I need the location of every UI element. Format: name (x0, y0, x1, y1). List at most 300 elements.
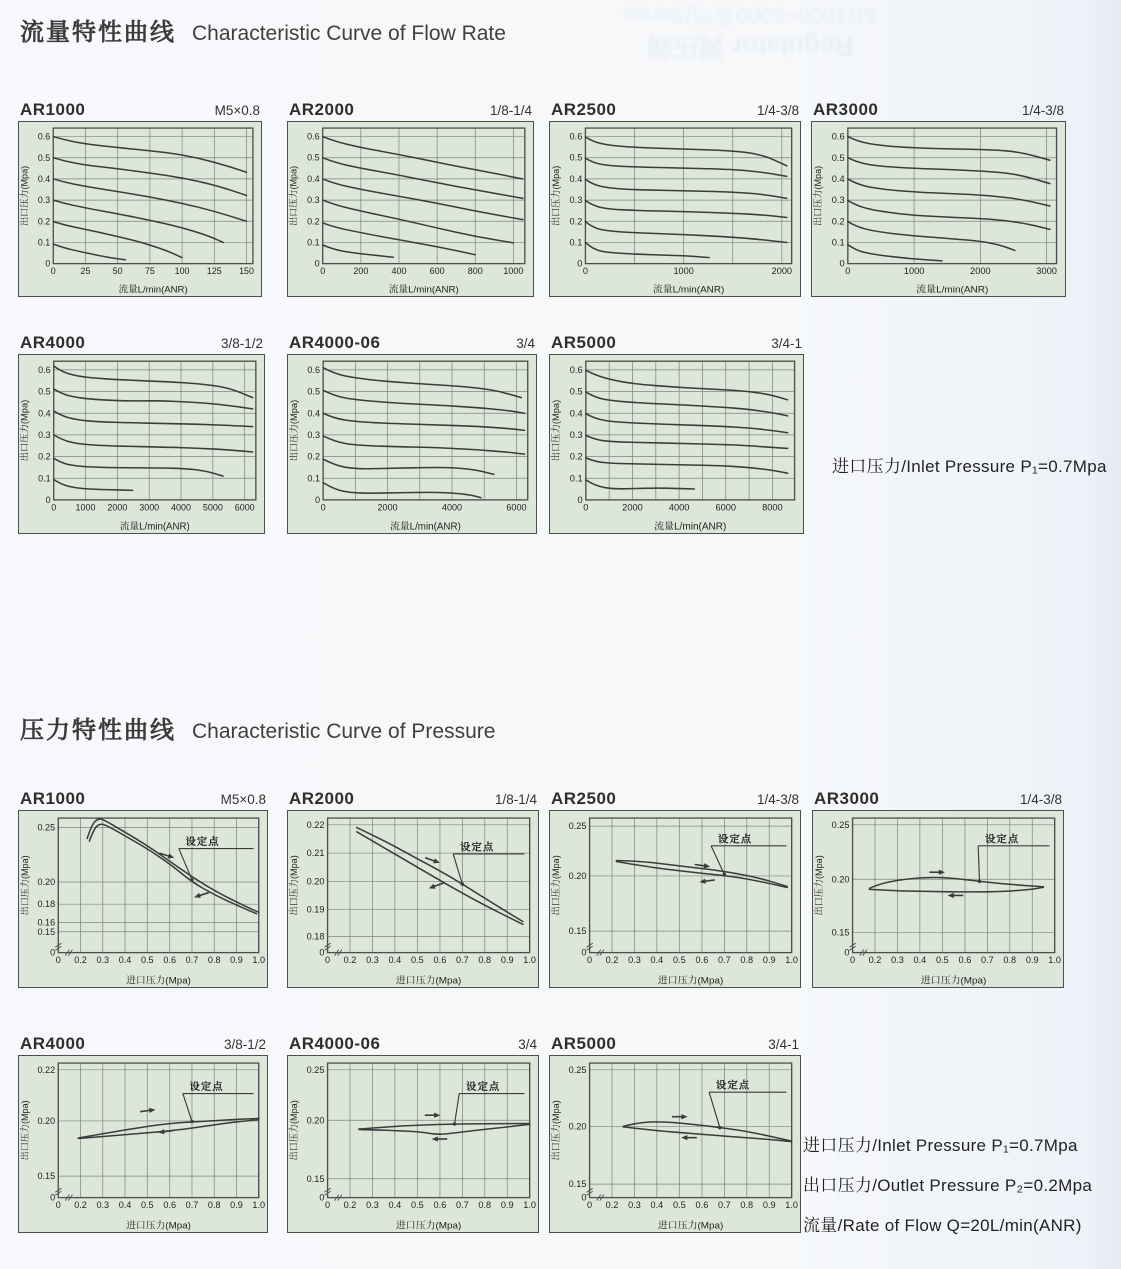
svg-text:0.4: 0.4 (650, 955, 664, 966)
x-axis-title: 流量L/min(ANR) (652, 284, 725, 296)
chart-header (549, 1034, 801, 1055)
data-curves (623, 1122, 791, 1142)
svg-text:0.1: 0.1 (307, 237, 320, 248)
x-axis-title: 进口压力(Mpa) (395, 975, 462, 987)
chart-port-size-label: 1/8-1/4 (494, 792, 537, 807)
chart-panel (287, 1055, 539, 1233)
x-axis-title: 进口压力(Mpa) (126, 1220, 191, 1232)
grid-lines (323, 128, 525, 264)
x-axis-title: 流量L/min(ANR) (916, 284, 989, 296)
svg-text:0.4: 0.4 (569, 174, 583, 184)
chart-header (549, 333, 804, 354)
direction-arrow (158, 1128, 174, 1135)
svg-text:0.3: 0.3 (307, 195, 320, 206)
chart-model-label: AR3000 (814, 789, 880, 808)
chart-ar5000-flow (549, 333, 804, 534)
svg-text:0.3: 0.3 (569, 195, 583, 206)
chart-ar3000-flow (811, 100, 1066, 297)
grid-lines (58, 1063, 258, 1198)
svg-text:0.6: 0.6 (307, 131, 320, 142)
svg-text:设定点: 设定点 (189, 1082, 224, 1093)
chart-panel (549, 1055, 801, 1233)
svg-text:0.9: 0.9 (1025, 955, 1039, 966)
svg-text:2000: 2000 (970, 266, 991, 277)
svg-text:0.5: 0.5 (672, 1200, 686, 1211)
chart-canvas (19, 811, 267, 987)
note-rate-of-flow: 流量/Rate of Flow Q=20L/min(ANR) (803, 1215, 1082, 1235)
svg-text:0: 0 (577, 495, 583, 505)
svg-text:0.5: 0.5 (307, 152, 320, 163)
svg-text:0.4: 0.4 (307, 408, 321, 419)
svg-text:2000: 2000 (377, 502, 398, 513)
y-axis-title: 出口压力(Mpa) (550, 1100, 561, 1161)
chart-panel (18, 121, 262, 297)
svg-text:0.3: 0.3 (366, 955, 379, 966)
direction-arrow (699, 877, 715, 884)
svg-text:6000: 6000 (234, 502, 255, 513)
svg-text:1.0: 1.0 (523, 1200, 537, 1211)
chart-panel (287, 810, 539, 988)
svg-text:0.4: 0.4 (38, 408, 51, 419)
x-axis-title: 进口压力(Mpa) (657, 975, 724, 987)
chart-canvas (550, 355, 803, 533)
svg-text:0.25: 0.25 (306, 1064, 325, 1075)
svg-text:0.15: 0.15 (37, 926, 56, 937)
chart-port-size-label: 1/4-3/8 (1019, 792, 1062, 807)
chart-canvas (19, 122, 261, 296)
axis-labels (550, 132, 792, 296)
svg-text:2000: 2000 (771, 266, 793, 277)
svg-text:0.4: 0.4 (307, 173, 320, 184)
plot-border (590, 818, 792, 953)
axis-labels (19, 1065, 265, 1232)
direction-arrow (672, 1114, 688, 1119)
direction-arrow (140, 1107, 156, 1114)
grid-lines (590, 1063, 792, 1198)
svg-text:0.4: 0.4 (650, 1200, 664, 1211)
chart-header (549, 789, 801, 810)
plot-border (585, 128, 791, 264)
svg-text:0.6: 0.6 (37, 131, 51, 142)
y-axis-title: 出口压力(Mpa) (19, 165, 30, 226)
svg-text:0.7: 0.7 (456, 1200, 469, 1211)
svg-text:0.9: 0.9 (500, 955, 514, 966)
chart-ar4000-06-pressure (287, 1034, 539, 1233)
axis-labels (550, 1065, 798, 1231)
svg-text:0: 0 (314, 258, 320, 269)
svg-text:150: 150 (239, 266, 254, 277)
svg-text:0: 0 (845, 266, 851, 277)
y-axis-title: 出口压力(Mpa) (288, 399, 299, 462)
svg-text:0.1: 0.1 (569, 237, 583, 248)
svg-text:0.5: 0.5 (672, 955, 686, 966)
setpoint-annotation (929, 832, 1049, 898)
x-axis-title: 进口压力(Mpa) (657, 1220, 724, 1232)
svg-text:125: 125 (206, 266, 222, 277)
x-axis-title: 进口压力(Mpa) (920, 975, 987, 987)
y-axis-title: 出口压力(Mpa) (813, 855, 824, 916)
svg-text:0.4: 0.4 (388, 955, 402, 966)
y-axis-title: 出口压力(Mpa) (19, 855, 30, 916)
svg-text:2000: 2000 (622, 502, 643, 513)
svg-text:0.2: 0.2 (307, 451, 321, 462)
svg-text:0.5: 0.5 (569, 152, 583, 163)
svg-text:0: 0 (320, 266, 326, 277)
plot-border (58, 1063, 258, 1198)
svg-text:0.8: 0.8 (478, 1200, 492, 1211)
svg-text:0.6: 0.6 (569, 365, 583, 375)
svg-text:0.15: 0.15 (568, 926, 587, 937)
svg-text:0.6: 0.6 (695, 955, 709, 966)
pressure-conditions-notes (803, 1126, 1092, 1246)
svg-text:0.4: 0.4 (913, 955, 927, 966)
svg-text:0.1: 0.1 (37, 237, 51, 248)
chart-panel (287, 121, 534, 297)
svg-text:600: 600 (429, 266, 445, 277)
chart-header (549, 100, 801, 121)
svg-text:0.9: 0.9 (762, 955, 776, 966)
data-curves (359, 1124, 530, 1135)
svg-text:0.3: 0.3 (96, 1200, 110, 1211)
svg-text:1000: 1000 (673, 266, 694, 277)
svg-text:0.2: 0.2 (343, 955, 357, 966)
x-axis-title: 进口压力(Mpa) (395, 1220, 462, 1232)
chart-ar4000-flow (18, 333, 265, 534)
svg-text:0.2: 0.2 (38, 451, 51, 462)
chart-canvas (812, 122, 1065, 296)
chart-header (287, 333, 537, 354)
svg-text:0: 0 (839, 258, 845, 269)
chart-model-label: AR4000 (20, 333, 86, 352)
chart-ar2500-pressure (549, 789, 801, 988)
svg-text:0: 0 (50, 1192, 56, 1203)
svg-text:100: 100 (174, 266, 190, 277)
chart-port-size-label: M5×0.8 (220, 792, 266, 807)
svg-text:0.6: 0.6 (38, 364, 51, 375)
y-axis-title: 出口压力(Mpa) (288, 855, 299, 916)
grid-lines (328, 818, 530, 953)
svg-text:0.2: 0.2 (343, 1200, 357, 1211)
axis-labels (813, 820, 1061, 986)
svg-text:0.8: 0.8 (207, 955, 221, 966)
plot-border (53, 128, 253, 264)
direction-arrow (425, 1113, 441, 1118)
svg-text:0.3: 0.3 (366, 1200, 379, 1211)
chart-header (287, 789, 539, 810)
y-axis-title: 出口压力(Mpa) (19, 1100, 30, 1161)
svg-text:0: 0 (45, 494, 51, 506)
axis-labels (812, 132, 1057, 296)
x-axis-title: 流量L/min(ANR) (119, 521, 190, 533)
svg-text:0.4: 0.4 (37, 173, 51, 184)
data-curves (87, 819, 259, 914)
chart-model-label: AR4000-06 (289, 1034, 381, 1053)
chart-ar5000-pressure (549, 1034, 801, 1233)
svg-text:400: 400 (391, 266, 407, 277)
svg-text:0.25: 0.25 (568, 821, 587, 832)
chart-canvas (19, 1056, 267, 1232)
svg-text:0: 0 (50, 266, 56, 277)
flow-section-title (20, 12, 506, 47)
chart-model-label: AR2000 (289, 100, 355, 119)
plot-border (58, 818, 258, 953)
svg-text:5000: 5000 (202, 502, 223, 513)
svg-text:0.5: 0.5 (38, 386, 51, 397)
svg-text:0.2: 0.2 (605, 1200, 619, 1211)
svg-text:0.2: 0.2 (74, 955, 87, 966)
y-axis-title: 出口压力(Mpa) (19, 399, 30, 462)
grid-lines (590, 818, 792, 953)
svg-text:25: 25 (80, 266, 91, 277)
chart-panel (18, 1055, 268, 1233)
svg-text:0.2: 0.2 (569, 451, 583, 462)
svg-text:0.15: 0.15 (306, 1173, 325, 1184)
svg-text:0: 0 (587, 955, 593, 966)
svg-text:4000: 4000 (441, 502, 463, 513)
svg-text:0.6: 0.6 (695, 1200, 709, 1211)
chart-port-size-label: 3/4-1 (771, 336, 802, 351)
svg-text:0: 0 (850, 955, 856, 966)
flow-inlet-pressure-note: 进口压力/Inlet Pressure P₁=0.7Mpa (832, 457, 1107, 476)
svg-text:0.4: 0.4 (831, 174, 845, 184)
svg-text:0.20: 0.20 (568, 1121, 587, 1132)
y-axis-title: 出口压力(Mpa) (812, 165, 824, 226)
svg-text:6000: 6000 (715, 502, 737, 513)
svg-text:0.22: 0.22 (306, 819, 325, 830)
grid-lines (58, 818, 258, 953)
svg-text:0.21: 0.21 (306, 848, 325, 859)
grid-lines (585, 128, 791, 264)
svg-text:0.7: 0.7 (185, 955, 199, 966)
svg-text:0.18: 0.18 (37, 899, 56, 910)
svg-text:0.4: 0.4 (118, 955, 132, 966)
flow-title-en: Characteristic Curve of Flow Rate (192, 22, 506, 45)
svg-text:0.5: 0.5 (410, 955, 424, 966)
svg-text:设定点: 设定点 (984, 834, 1020, 846)
chart-panel (549, 354, 804, 534)
chart-model-label: AR4000 (20, 1034, 86, 1053)
svg-text:3000: 3000 (1036, 266, 1057, 277)
svg-text:0.8: 0.8 (207, 1200, 221, 1211)
svg-text:1.0: 1.0 (252, 1200, 266, 1211)
chart-header (18, 100, 262, 121)
svg-text:0.25: 0.25 (37, 822, 56, 833)
svg-text:0.3: 0.3 (38, 429, 51, 440)
x-axis-title: 流量L/min(ANR) (654, 521, 727, 533)
flow-title-zh: 流量特性曲线 (20, 19, 176, 46)
chart-ar3000-pressure (812, 789, 1064, 988)
svg-text:设定点: 设定点 (717, 834, 753, 846)
chart-canvas (550, 811, 800, 987)
chart-header (287, 100, 534, 121)
svg-text:0: 0 (55, 955, 61, 966)
chart-header (811, 100, 1066, 121)
svg-text:0.6: 0.6 (958, 955, 972, 966)
svg-text:0.8: 0.8 (1003, 955, 1017, 966)
x-axis-title: 流量L/min(ANR) (118, 284, 188, 296)
svg-text:0.8: 0.8 (478, 955, 492, 966)
svg-text:1000: 1000 (903, 266, 925, 277)
chart-port-size-label: 1/8-1/4 (489, 103, 532, 118)
chart-port-size-label: 3/4 (518, 1037, 537, 1052)
ghost-line: AR1000~5000系列(Series (622, 2, 878, 28)
svg-text:0: 0 (587, 1200, 593, 1211)
svg-text:0: 0 (844, 947, 850, 958)
svg-text:0.2: 0.2 (307, 216, 320, 227)
chart-panel (18, 810, 268, 988)
chart-ar1000-pressure (18, 789, 268, 988)
svg-text:设定点: 设定点 (715, 1080, 751, 1092)
svg-text:0.20: 0.20 (306, 876, 325, 887)
svg-text:50: 50 (112, 266, 123, 277)
svg-text:0.5: 0.5 (307, 386, 321, 397)
data-curves (78, 1118, 258, 1138)
chart-model-label: AR1000 (20, 100, 86, 119)
pressure-section-title (20, 710, 495, 745)
chart-port-size-label: 1/4-3/8 (756, 103, 799, 118)
data-curves (323, 137, 523, 258)
svg-text:0.9: 0.9 (762, 1200, 776, 1211)
chart-header (18, 333, 265, 354)
svg-text:1000: 1000 (503, 266, 524, 277)
chart-model-label: AR2500 (551, 789, 617, 808)
chart-port-size-label: 1/4-3/8 (756, 792, 799, 807)
ghost-line: Regulator 调压阀 (646, 31, 854, 62)
svg-text:0.19: 0.19 (306, 904, 325, 915)
svg-text:0.8: 0.8 (740, 1200, 754, 1211)
chart-canvas (288, 811, 538, 987)
chart-ar4000-06-flow (287, 333, 537, 534)
note-inlet-pressure: 进口压力/Inlet Pressure P₁=0.7Mpa (803, 1136, 1078, 1155)
svg-text:0.1: 0.1 (307, 473, 321, 484)
svg-text:0.20: 0.20 (831, 874, 850, 885)
setpoint-annotation (424, 841, 524, 891)
chart-model-label: AR2000 (289, 789, 355, 808)
svg-text:0.25: 0.25 (831, 819, 850, 830)
x-axis-title: 进口压力(Mpa) (126, 975, 191, 987)
svg-text:8000: 8000 (762, 502, 783, 513)
chart-header (18, 1034, 268, 1055)
chart-panel (811, 121, 1066, 297)
chart-canvas (813, 811, 1063, 987)
svg-text:0: 0 (325, 1200, 331, 1211)
chart-canvas (19, 355, 264, 533)
svg-text:0: 0 (581, 1192, 587, 1203)
svg-text:0.18: 0.18 (306, 931, 325, 942)
svg-text:1.0: 1.0 (252, 955, 266, 966)
data-curves (586, 370, 788, 489)
svg-text:0.3: 0.3 (891, 955, 904, 966)
plot-border (323, 128, 525, 264)
svg-text:0.15: 0.15 (568, 1179, 587, 1190)
grid-lines (586, 361, 795, 500)
svg-text:0.5: 0.5 (410, 1200, 424, 1211)
svg-text:设定点: 设定点 (185, 837, 220, 848)
chart-canvas (288, 122, 533, 296)
direction-arrow (929, 870, 945, 875)
data-curves (54, 366, 253, 490)
svg-text:0.3: 0.3 (96, 955, 110, 966)
chart-panel (812, 810, 1064, 988)
svg-text:0.8: 0.8 (740, 955, 754, 966)
svg-text:0.4: 0.4 (118, 1200, 132, 1211)
chart-model-label: AR1000 (20, 789, 86, 808)
chart-model-label: AR2500 (551, 100, 617, 119)
svg-text:0.5: 0.5 (831, 152, 845, 163)
svg-text:0: 0 (314, 494, 321, 505)
svg-text:0.3: 0.3 (831, 195, 845, 206)
svg-text:0.7: 0.7 (718, 955, 731, 966)
svg-text:0.20: 0.20 (37, 877, 56, 887)
svg-text:0: 0 (319, 1192, 325, 1203)
svg-text:0.1: 0.1 (831, 237, 845, 248)
y-axis-title: 出口压力(Mpa) (288, 1100, 299, 1161)
chart-header (287, 1034, 539, 1055)
svg-text:0: 0 (325, 955, 331, 966)
svg-text:0.6: 0.6 (569, 131, 583, 142)
y-axis-title: 出口压力(Mpa) (550, 855, 561, 916)
svg-text:0.7: 0.7 (981, 955, 994, 966)
svg-text:0.7: 0.7 (456, 955, 469, 966)
svg-text:0.6: 0.6 (433, 1200, 447, 1211)
svg-text:0: 0 (582, 266, 588, 277)
svg-text:0.3: 0.3 (307, 429, 321, 440)
axis-labels (288, 820, 536, 986)
svg-text:0.2: 0.2 (569, 216, 583, 227)
x-axis-title: 流量L/min(ANR) (388, 284, 459, 296)
svg-text:设定点: 设定点 (459, 842, 495, 854)
axis-labels (19, 132, 254, 296)
svg-text:0: 0 (583, 502, 589, 513)
svg-text:4000: 4000 (171, 502, 192, 513)
svg-text:0.5: 0.5 (140, 955, 154, 966)
chart-model-label: AR5000 (551, 1034, 617, 1053)
chart-port-size-label: 3/8-1/2 (220, 336, 263, 351)
chart-canvas (550, 122, 800, 296)
chart-model-label: AR5000 (551, 333, 617, 352)
svg-text:0.20: 0.20 (306, 1115, 325, 1126)
svg-text:0.7: 0.7 (718, 1200, 731, 1211)
chart-canvas (550, 1056, 800, 1232)
chart-port-size-label: 3/8-1/2 (223, 1037, 266, 1052)
svg-text:0.2: 0.2 (74, 1200, 87, 1211)
svg-text:0.7: 0.7 (185, 1200, 199, 1211)
y-axis-title: 出口压力(Mpa) (550, 165, 561, 226)
svg-text:4000: 4000 (668, 502, 690, 513)
svg-text:1.0: 1.0 (1048, 955, 1062, 966)
svg-text:设定点: 设定点 (466, 1082, 501, 1093)
chart-model-label: AR3000 (813, 100, 879, 119)
grid-lines (53, 128, 253, 264)
svg-text:0: 0 (51, 502, 57, 513)
svg-text:0.6: 0.6 (307, 364, 321, 375)
chart-panel (18, 354, 265, 534)
y-axis-title: 出口压力(Mpa) (288, 165, 299, 226)
svg-text:0: 0 (55, 1200, 61, 1211)
svg-text:0.3: 0.3 (628, 955, 641, 966)
chart-port-size-label: 3/4-1 (768, 1037, 799, 1052)
svg-text:0.6: 0.6 (163, 955, 177, 966)
plot-border (590, 1063, 792, 1198)
svg-text:0.6: 0.6 (433, 955, 447, 966)
svg-text:0.3: 0.3 (37, 195, 51, 206)
chart-panel (287, 354, 537, 534)
svg-text:0.2: 0.2 (831, 216, 845, 227)
plot-border (586, 361, 795, 500)
bleed-through-ghost-text (440, 0, 1060, 62)
svg-text:0.2: 0.2 (605, 955, 619, 966)
svg-text:0.4: 0.4 (569, 408, 583, 419)
